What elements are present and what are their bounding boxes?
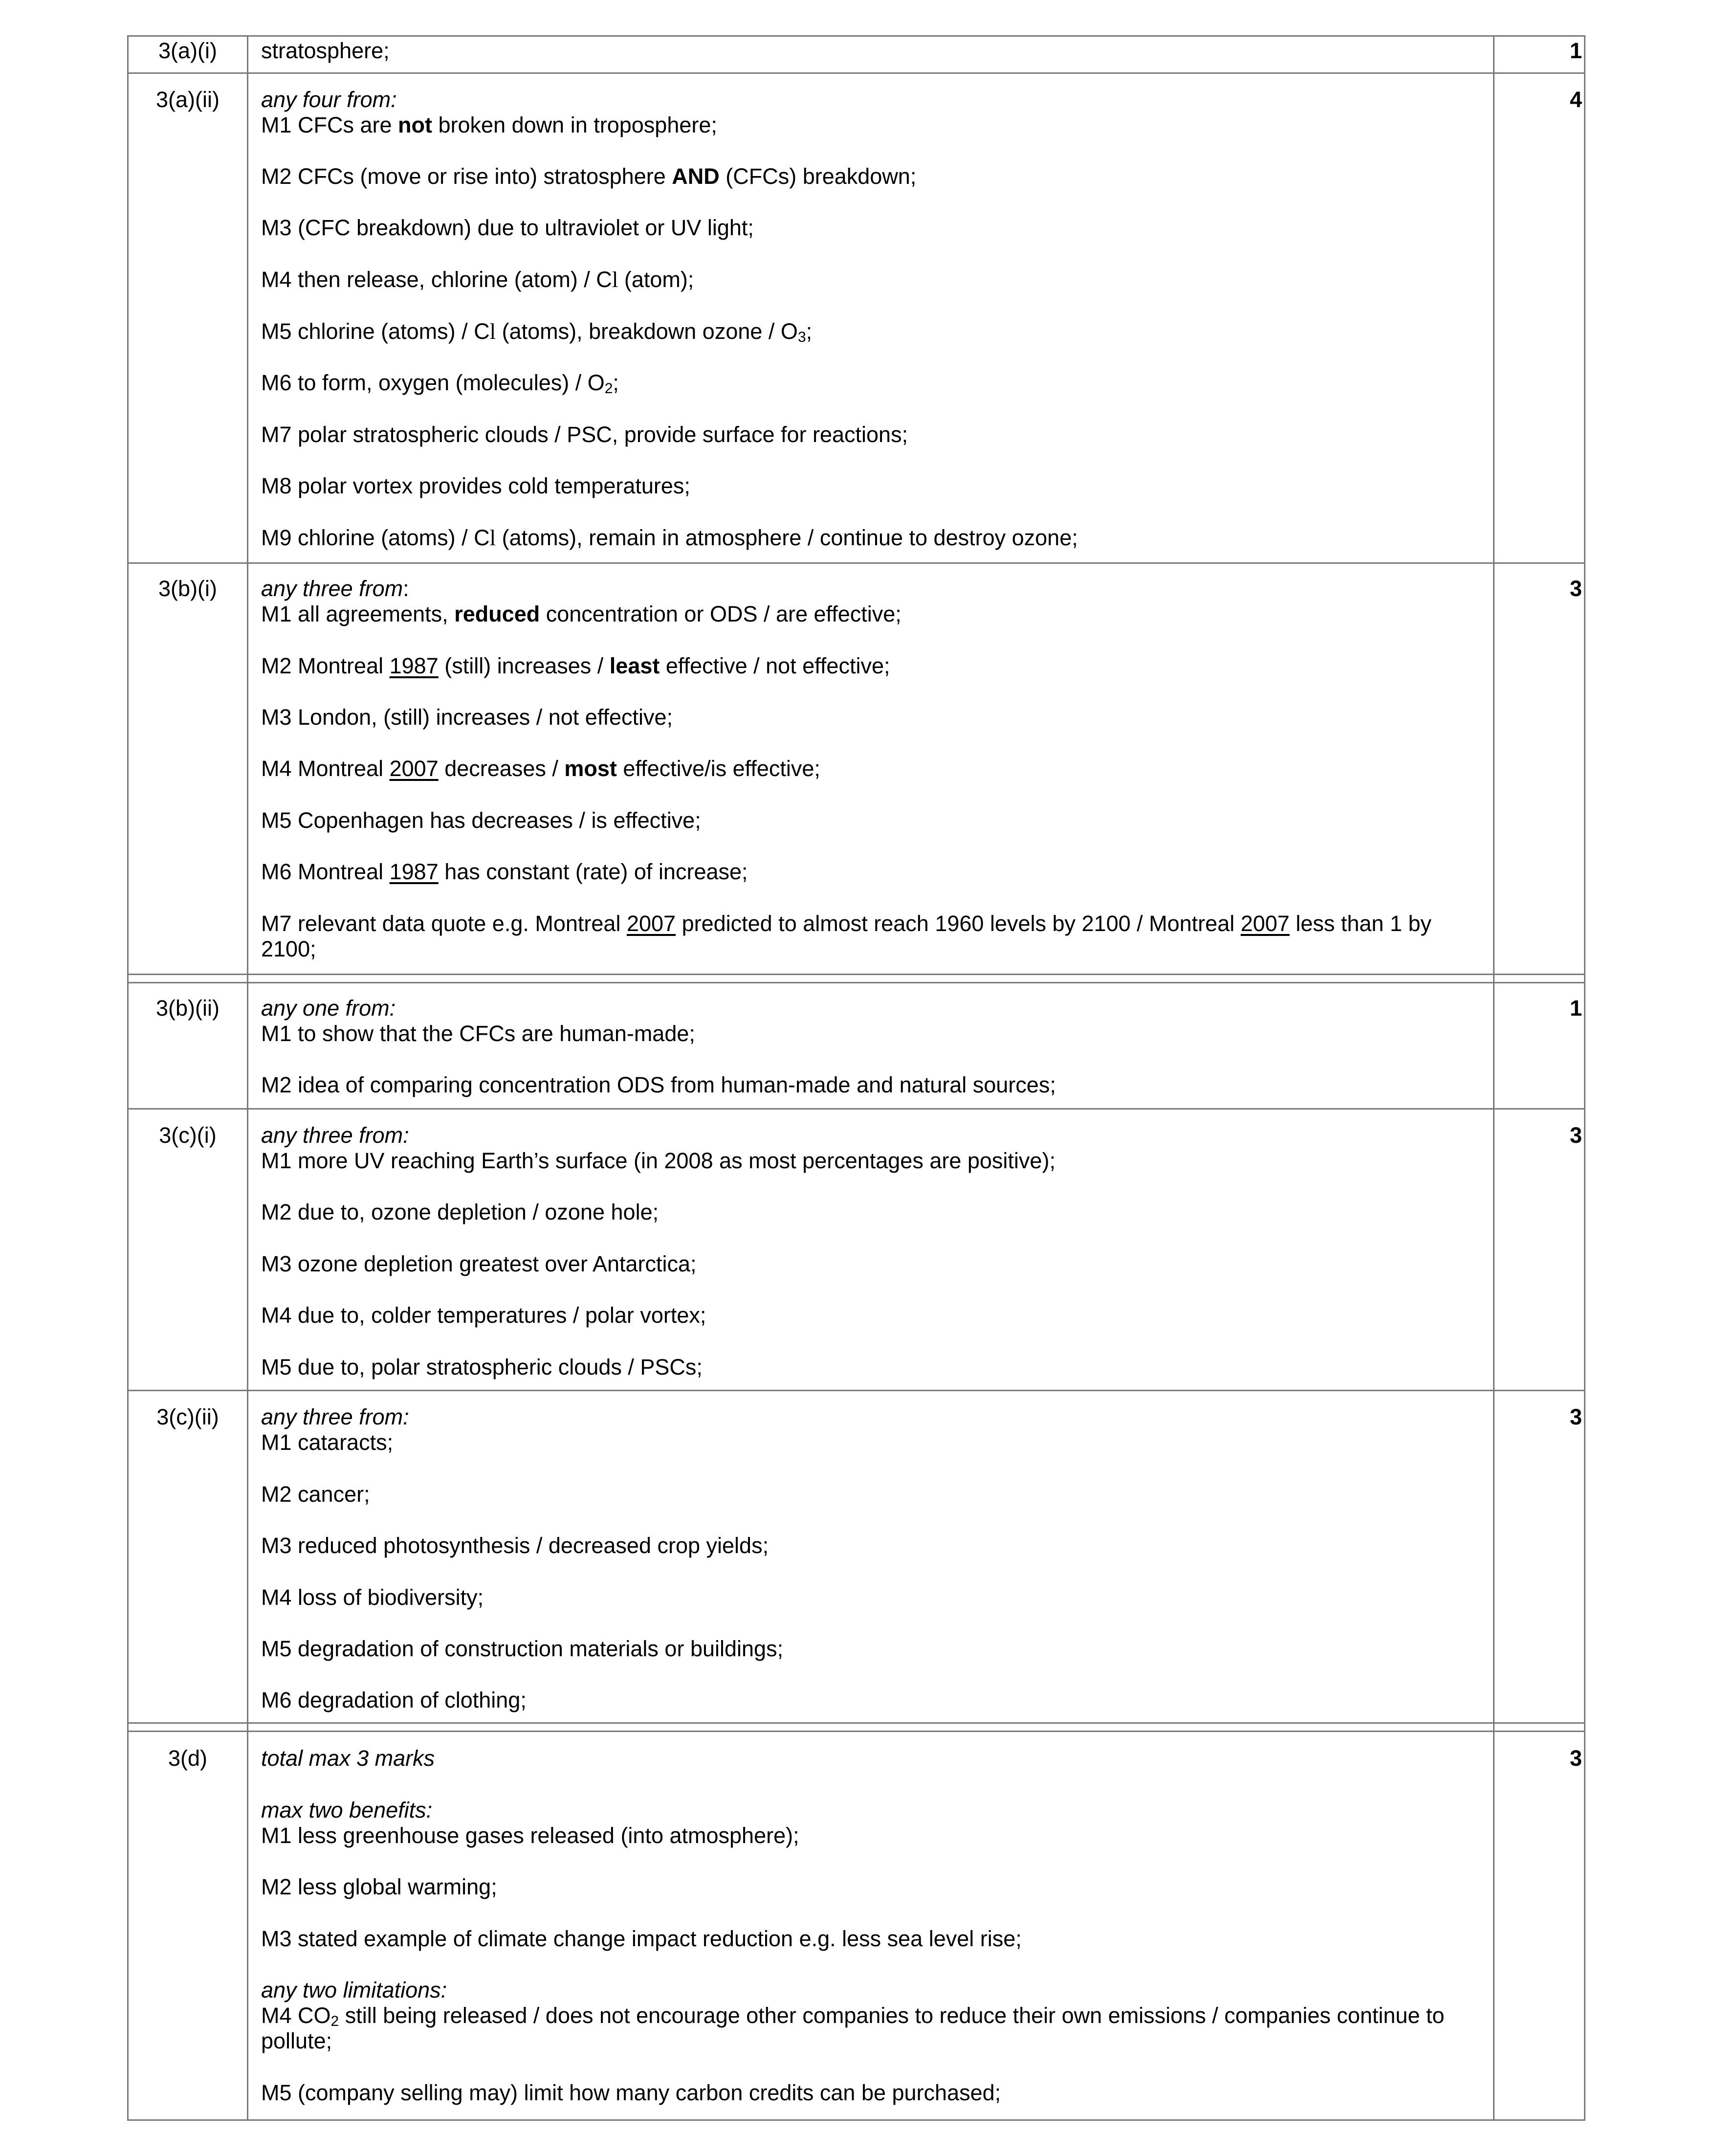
text-run: any three from: (261, 1123, 409, 1148)
text-run: : (403, 576, 409, 601)
table-rule-vertical (1493, 35, 1495, 2121)
answer-line (261, 1148, 1055, 1174)
answer-line (261, 1355, 703, 1380)
question-number: 3(c)(i) (159, 1123, 217, 1148)
answer-line (261, 215, 754, 241)
text-run: 3 (797, 329, 806, 345)
table-rule-vertical (247, 35, 248, 2121)
text-run: total max 3 marks (261, 1746, 435, 1771)
text-run: 1987 (389, 859, 439, 884)
text-run: effective/is effective; (616, 756, 820, 781)
question-number: 3(a)(i) (158, 38, 217, 63)
text-run: reduced (454, 601, 540, 626)
text-run: any two limitations: (261, 1978, 447, 2002)
text-run: 2007 (389, 756, 439, 781)
text-run: M3 stated example of climate change impact reduction e.g. less sea level rise; (261, 1926, 1022, 1951)
text-run: M6 degradation of clothing; (261, 1688, 527, 1712)
question-number: 3(b)(ii) (156, 996, 220, 1021)
text-run: M2 less global warming; (261, 1874, 497, 1899)
question-number: 3(b)(i) (158, 576, 217, 601)
table-rule-horizontal (127, 974, 1585, 975)
text-run: broken down in troposphere; (432, 112, 717, 137)
text-run: decreases / (438, 756, 565, 781)
table-rule-horizontal (127, 1731, 1585, 1732)
text-run: ; (613, 370, 619, 395)
text-run: less than 1 by (1289, 911, 1431, 936)
answer-line (261, 808, 701, 833)
answer-line (261, 653, 890, 679)
answer-line (261, 911, 1431, 936)
answer-line (261, 422, 908, 447)
text-run: predicted to almost reach 1960 levels by 2100 / Montreal (676, 911, 1241, 936)
answer-line (261, 1688, 527, 1713)
text-run: any one from: (261, 996, 396, 1021)
text-run: M5 due to, polar stratospheric clouds / PSCs; (261, 1355, 703, 1379)
text-run: M6 Montreal (261, 859, 390, 884)
text-run: M4 then release, chlorine (atom) / C (261, 267, 612, 292)
text-run: M5 Copenhagen has decreases / is effective; (261, 808, 701, 833)
table-rule-vertical (1584, 35, 1585, 2121)
answer-line (261, 936, 316, 962)
marks-value: 3 (1569, 1746, 1582, 1771)
table-rule-horizontal (127, 72, 1585, 74)
text-run: (atom); (618, 267, 694, 292)
text-run: any three from (261, 576, 403, 601)
text-run: AND (672, 164, 720, 189)
answer-line (261, 1251, 697, 1277)
answer-line (261, 1200, 659, 1225)
answer-line (261, 996, 396, 1021)
text-run: M5 degradation of construction materials or buildings; (261, 1636, 784, 1661)
text-run: not (398, 112, 433, 137)
question-number: 3(c)(ii) (156, 1404, 219, 1429)
text-run: stratosphere; (261, 38, 390, 63)
answer-line (261, 1430, 393, 1455)
text-run: most (564, 756, 617, 781)
table-rule-horizontal (127, 2119, 1585, 2121)
text-run: M6 to form, oxygen (molecules) / O (261, 370, 605, 395)
answer-line (261, 1404, 409, 1430)
table-rule-horizontal (127, 1390, 1585, 1391)
text-run: M1 to show that the CFCs are human-made; (261, 1021, 695, 1046)
answer-line (261, 601, 901, 627)
text-run: (CFCs) breakdown; (719, 164, 917, 189)
text-run: l (489, 526, 496, 550)
text-run: 2100; (261, 936, 316, 961)
text-run: M1 CFCs are (261, 112, 398, 137)
text-run: M2 cancer; (261, 1482, 370, 1507)
answer-line (261, 1978, 447, 2003)
text-run: l (612, 267, 618, 292)
text-run: M3 (CFC breakdown) due to ultraviolet or UV light; (261, 215, 754, 240)
answer-line (261, 705, 673, 730)
answer-line (261, 576, 409, 601)
table-rule-horizontal (127, 35, 1585, 37)
text-run: M1 cataracts; (261, 1430, 394, 1455)
answer-line (261, 38, 390, 64)
answer-line (261, 859, 748, 885)
answer-line (261, 1926, 1022, 1952)
answer-line (261, 112, 717, 138)
text-run: M4 Montreal (261, 756, 390, 781)
text-run: (atoms), remain in atmosphere / continue to destroy ozone; (496, 525, 1078, 550)
marks-value: 4 (1569, 87, 1582, 112)
text-run: effective / not effective; (660, 653, 890, 678)
table-rule-vertical (127, 35, 129, 2121)
answer-line (261, 2003, 1445, 2028)
table-rule-horizontal (127, 982, 1585, 983)
answer-line (261, 1303, 706, 1328)
text-run: M3 London, (still) increases / not effective; (261, 705, 673, 730)
text-run: least (609, 653, 660, 678)
answer-line (261, 319, 812, 344)
answer-line (261, 1746, 435, 1771)
text-run: M4 CO (261, 2003, 331, 2028)
marks-value: 3 (1569, 576, 1582, 601)
answer-line (261, 1533, 769, 1558)
answer-line (261, 2080, 1001, 2106)
text-run: M4 loss of biodiversity; (261, 1585, 484, 1610)
question-number: 3(d) (168, 1746, 208, 1771)
answer-line (261, 473, 690, 499)
answer-line (261, 267, 694, 292)
text-run: M1 all agreements, (261, 601, 455, 626)
table-rule-horizontal (127, 562, 1585, 564)
text-run: M9 chlorine (atoms) / C (261, 525, 490, 550)
text-run: M2 Montreal (261, 653, 390, 678)
answer-line (261, 87, 397, 112)
text-run: M2 idea of comparing concentration ODS from human-made and natural sources; (261, 1072, 1056, 1097)
text-run: M3 ozone depletion greatest over Antarctica; (261, 1251, 697, 1276)
text-run: M7 relevant data quote e.g. Montreal (261, 911, 627, 936)
answer-line (261, 370, 619, 396)
answer-line (261, 1874, 497, 1900)
text-run: pollute; (261, 2028, 332, 2053)
text-run: 2 (604, 380, 613, 397)
text-run: 2 (330, 2013, 339, 2029)
marks-value: 1 (1569, 996, 1582, 1021)
table-rule-horizontal (127, 1108, 1585, 1110)
text-run: M5 chlorine (atoms) / C (261, 319, 490, 344)
text-run: M8 polar vortex provides cold temperatures; (261, 473, 690, 498)
question-number: 3(a)(ii) (156, 87, 220, 112)
answer-line (261, 1585, 484, 1610)
answer-line (261, 1123, 409, 1148)
answer-line (261, 1636, 783, 1662)
answer-line (261, 1798, 432, 1823)
answer-line (261, 1823, 799, 1848)
answer-line (261, 756, 820, 781)
text-run: still being released / does not encourage other companies to reduce their own emissions / companies continue to (339, 2003, 1445, 2028)
text-run: l (489, 319, 496, 344)
text-run: M5 (company selling may) limit how many carbon credits can be purchased; (261, 2080, 1001, 2105)
text-run: 2007 (1240, 911, 1290, 936)
text-run: 1987 (389, 653, 439, 678)
marks-value: 3 (1569, 1404, 1582, 1429)
text-run: M1 less greenhouse gases released (into atmosphere); (261, 1823, 799, 1848)
text-run: (still) increases / (438, 653, 610, 678)
text-run: ; (806, 319, 813, 344)
text-run: M4 due to, colder temperatures / polar vortex; (261, 1303, 706, 1328)
text-run: M3 reduced photosynthesis / decreased crop yields; (261, 1533, 769, 1558)
marks-value: 3 (1569, 1123, 1582, 1148)
text-run: any four from: (261, 87, 397, 112)
text-run: has constant (rate) of increase; (438, 859, 748, 884)
text-run: M7 polar stratospheric clouds / PSC, provide surface for reactions; (261, 422, 908, 447)
marks-value: 1 (1569, 38, 1582, 63)
answer-line (261, 1072, 1056, 1098)
text-run: 2007 (626, 911, 676, 936)
text-run: concentration or ODS / are effective; (540, 601, 901, 626)
text-run: M2 due to, ozone depletion / ozone hole; (261, 1200, 659, 1224)
answer-line (261, 1482, 370, 1507)
text-run: any three from: (261, 1404, 409, 1429)
answer-line (261, 2028, 332, 2054)
text-run: max two benefits: (261, 1798, 433, 1823)
text-run: (atoms), breakdown ozone / O (496, 319, 798, 344)
text-run: M2 CFCs (move or rise into) stratosphere (261, 164, 672, 189)
answer-line (261, 1021, 695, 1046)
answer-line (261, 164, 916, 189)
table-rule-horizontal (127, 1722, 1585, 1724)
text-run: M1 more UV reaching Earth’s surface (in 2008 as most percentages are positive); (261, 1148, 1055, 1173)
answer-line (261, 525, 1078, 551)
